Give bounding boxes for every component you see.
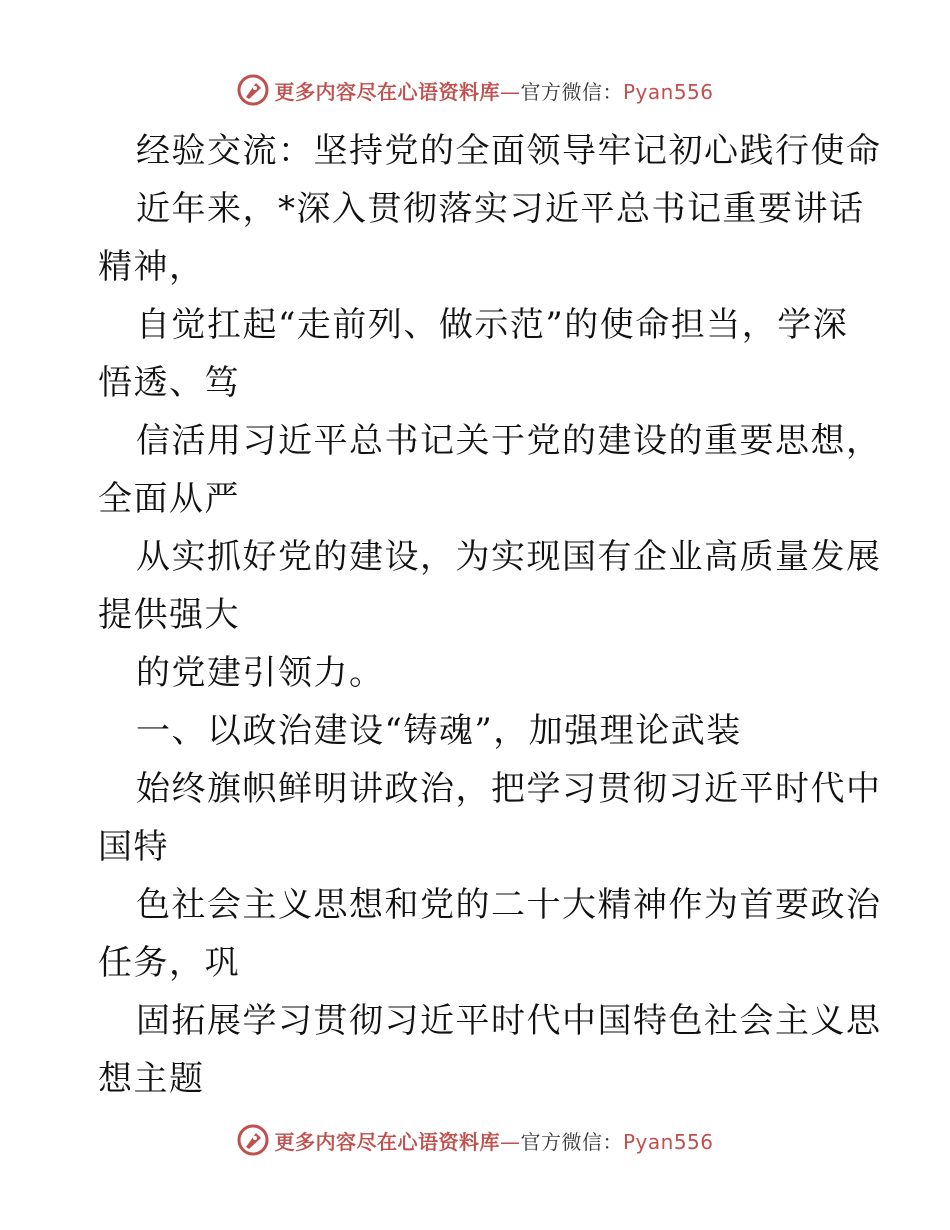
banner-wechat-id: Pyan556 (622, 1129, 714, 1154)
paragraph-line: 想主题 (98, 1059, 205, 1099)
paragraph-line: 自觉扛起“走前列、做示范”的使命担当，学深 (136, 305, 849, 345)
banner-wechat-label: 官方微信： (520, 1129, 623, 1154)
banner-text (274, 76, 713, 105)
paragraph-line: 色社会主义思想和党的二十大精神作为首要政治 (136, 885, 882, 925)
paragraph-line: 信活用习近平总书记关于党的建设的重要思想， (136, 421, 882, 461)
paragraph-line: 国特 (98, 827, 169, 867)
paragraph-line: 从实抓好党的建设，为实现国有企业高质量发展 (136, 537, 882, 577)
paragraph-line: 固拓展学习贯彻习近平时代中国特色社会主义思 (136, 1001, 882, 1041)
paragraph-line: 全面从严 (98, 479, 240, 519)
paragraph-line: 的党建引领力。 (136, 653, 385, 693)
document-title: 经验交流：坚持党的全面领导牢记初心践行使命 (136, 131, 882, 171)
pen-nib-logo-icon (236, 1123, 270, 1157)
document-body (98, 122, 882, 1108)
banner-wechat-label: 官方微信： (520, 79, 623, 104)
banner-dash: — (499, 79, 521, 104)
banner-text (274, 1126, 713, 1155)
banner-slogan: 更多内容尽在心语资料库 (274, 1129, 500, 1154)
section-heading: 一、以政治建设“铸魂”，加强理论武装 (136, 711, 742, 751)
paragraph-line: 提供强大 (98, 595, 240, 635)
paragraph-line: 悟透、笃 (98, 363, 240, 403)
banner-dash: — (499, 1129, 521, 1154)
header-banner (0, 70, 950, 110)
pen-nib-logo-icon (236, 73, 270, 107)
banner-wechat-id: Pyan556 (622, 79, 714, 104)
paragraph-line: 近年来，*深入贯彻落实习近平总书记重要讲话 (136, 189, 865, 229)
paragraph-line: 精神， (98, 247, 205, 287)
footer-banner (0, 1120, 950, 1160)
paragraph-line: 始终旗帜鲜明讲政治，把学习贯彻习近平时代中 (136, 769, 882, 809)
banner-slogan: 更多内容尽在心语资料库 (274, 79, 500, 104)
paragraph-line: 任务，巩 (98, 943, 240, 983)
